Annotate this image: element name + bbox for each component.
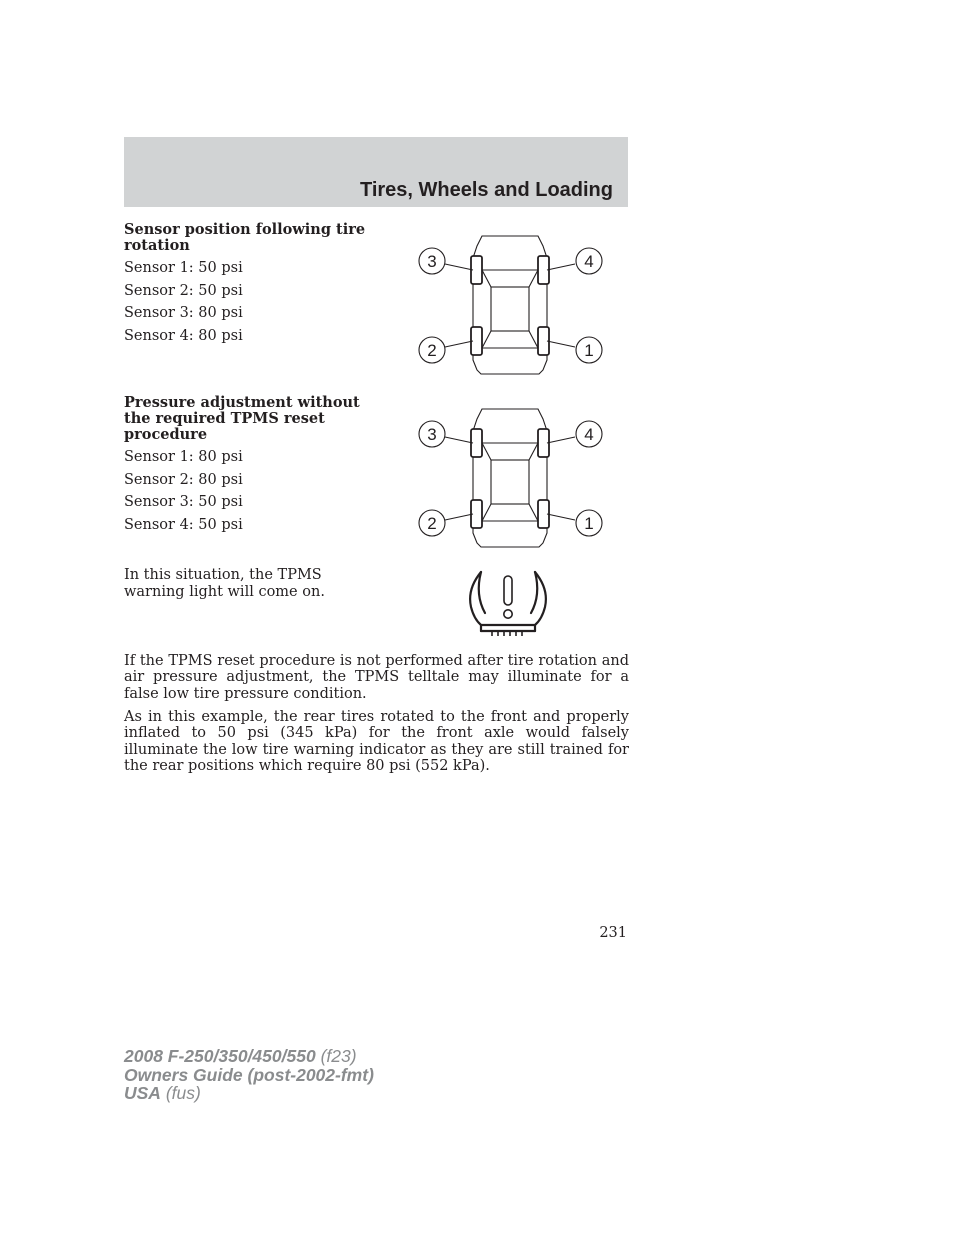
footer-line-guide (124, 1066, 374, 1085)
position-label-2: 2 (427, 341, 437, 360)
section-title: Pressure adjustment without the required TPMS reset procedure (124, 394, 360, 443)
chapter-header-band (124, 137, 628, 207)
vehicle-tire-diagram (415, 407, 610, 553)
body-paragraph: As in this example, the rear tires rotated to the front and properly inflated to 50 psi (345 kPa) for the front axle would falsely illuminate the low tire warning indicator as they are still trained for the rear positions which require 80 psi (552 kPa). (124, 709, 629, 775)
footer-market-code: (fus) (165, 1083, 201, 1103)
document-footer (124, 1047, 374, 1103)
section-title: Sensor position following tire rotation (124, 221, 366, 254)
body-paragraph: If the TPMS reset procedure is not performed after tire rotation and air pressure adjustment, the TPMS telltale may illuminate for a false low tire pressure condition. (124, 653, 629, 702)
sensor-line: Sensor 3: 80 psi (124, 305, 243, 322)
vehicle-tire-diagram (415, 234, 610, 380)
position-label-2: 2 (427, 514, 437, 533)
position-label-3: 3 (427, 425, 437, 444)
sensor-line: Sensor 2: 50 psi (124, 282, 243, 299)
position-label-1: 1 (584, 514, 594, 533)
section-pressure-adjustment (124, 395, 384, 539)
sensor-line: Sensor 1: 50 psi (124, 260, 243, 276)
footer-model-code: (f23) (320, 1046, 357, 1066)
position-label-3: 3 (427, 252, 437, 271)
page-number: 231 (599, 925, 627, 941)
sensor-line: Sensor 4: 50 psi (124, 516, 243, 533)
position-label-4: 4 (584, 425, 594, 444)
footer-market: USA (124, 1083, 161, 1103)
sensor-line: Sensor 2: 80 psi (124, 471, 243, 488)
footer-guide: Owners Guide (post-2002-fmt) (124, 1064, 374, 1085)
section-sensor-rotation (124, 222, 384, 350)
footer-line-model (124, 1047, 374, 1066)
sensor-line: Sensor 3: 50 psi (124, 494, 243, 511)
sensor-line: Sensor 1: 80 psi (124, 449, 243, 465)
footer-model: 2008 F-250/350/450/550 (124, 1046, 316, 1066)
position-label-1: 1 (584, 341, 594, 360)
tpms-warning-icon (466, 567, 550, 643)
tpms-warning-note: In this situation, the TPMS warning light will come on. (124, 567, 325, 600)
chapter-title: Tires, Wheels and Loading (359, 179, 613, 201)
footer-line-market (124, 1084, 374, 1103)
sensor-line: Sensor 4: 80 psi (124, 327, 243, 344)
position-label-4: 4 (584, 252, 594, 271)
